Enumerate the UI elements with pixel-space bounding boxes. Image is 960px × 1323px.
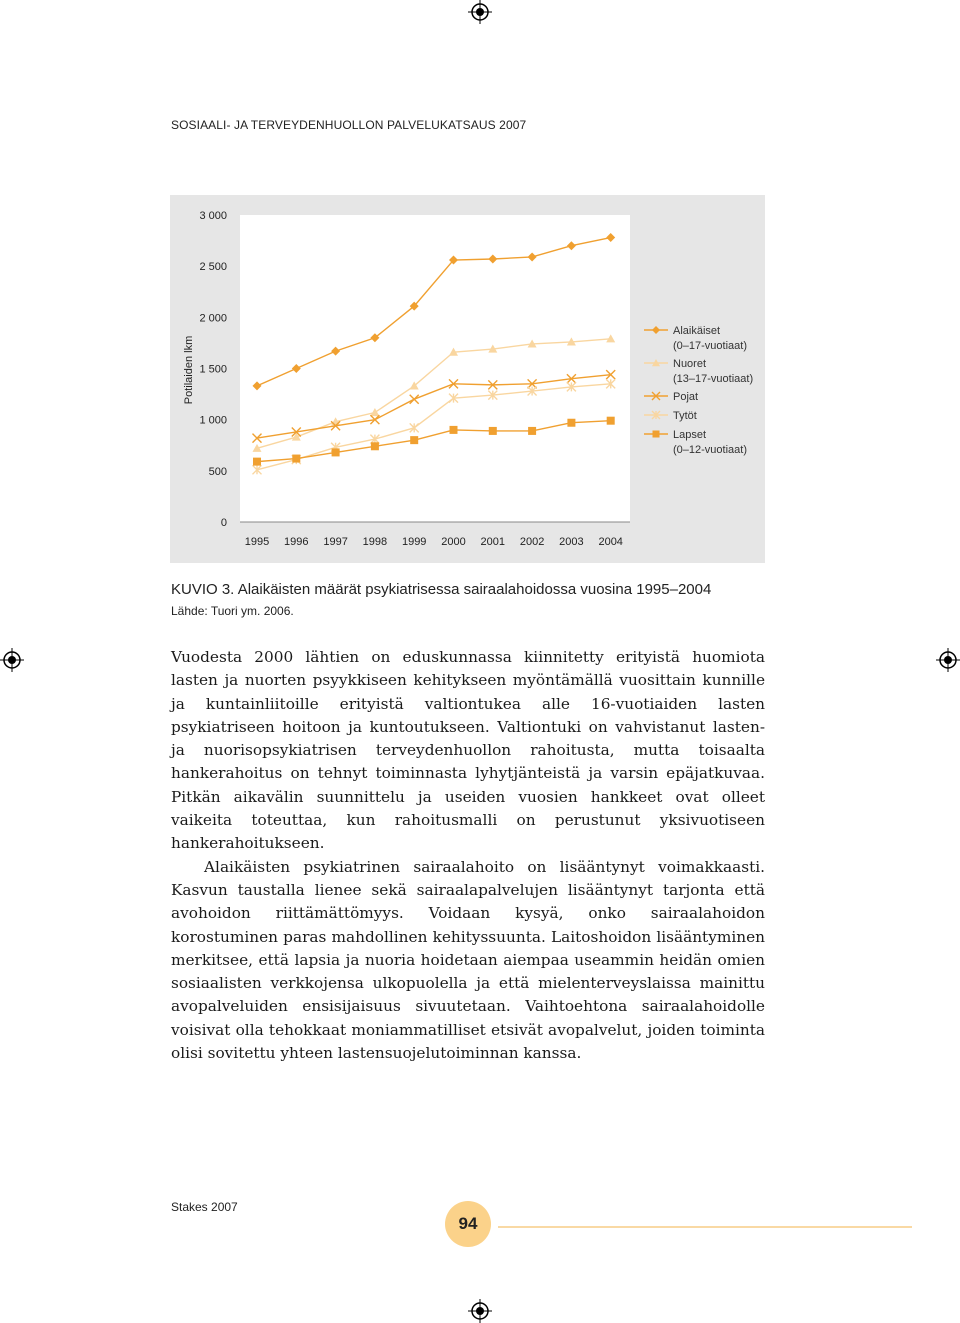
legend-label: Alaikäiset — [673, 325, 721, 337]
paragraph: Alaikäisten psykiatrinen sairaalahoito on lisääntynyt voimakkaasti. Kasvun taustalla lienee sekä sairaalapalvelujen lisääntynyt tarjonta että avohoidon riittämättömyys. Voidaan kysyä, onko sairaalahoidon korostuminen paras mahdollinen kehityssuunta. Laitoshoidon lisääntyminen merkitsee, että lapsia ja nuoria hoidetaan aiempaa useammin heidän omien sosiaalisten verkkojensa ulkopuolella ja että mielenterveyslaissa mainittu avopalveluiden ensisijaisuus sivuutetaan. Vaihtoehtona sairaalahoidolle voisivat olla tehokkaat moniammatilliset etsivät avopalvelut, joiden toiminta olisi sovitettu yhteen lastensuojelutoiminnan kanssa. — [171, 857, 765, 1063]
x-tick-label: 1996 — [284, 536, 309, 548]
data-point — [607, 417, 615, 425]
x-tick-label: 2001 — [480, 536, 506, 548]
data-point — [332, 448, 340, 456]
figure-source: Lähde: Tuori ym. 2006. — [171, 604, 294, 618]
chart-panel — [170, 195, 765, 563]
data-point — [567, 419, 575, 427]
data-point — [489, 427, 497, 435]
page-number: 94 — [445, 1201, 491, 1247]
x-tick-label: 1995 — [244, 536, 270, 548]
x-tick-label: 2004 — [598, 536, 623, 548]
figure-caption: KUVIO 3. Alaikäisten määrät psykiatrisessa sairaalahoidossa vuosina 1995–2004 — [171, 581, 712, 598]
x-tick-label: 2000 — [441, 536, 466, 548]
legend-label: Nuoret — [673, 358, 707, 370]
data-point — [528, 427, 536, 435]
footer-rule — [498, 1226, 912, 1228]
paragraph: Vuodesta 2000 lähtien on eduskunnassa kiinnitetty erityistä huomiota lasten ja nuorten psyykkiseen kehitykseen myöntämällä vuosittain kunnille ja kuntainliitoille erityistä valtiontukea alle 16-vuotiaiden lasten psykiatriseen hoitoon ja kuntoutukseen. Valtiontuki on vahvistanut lasten- ja nuorisopsykiatrisen terveydenhuollon rahoitusta, mutta toisaalta hankerahoitus on tehnyt toiminnasta lyhytjänteistä ja varsin epäjatkuvaa. Pitkän aikavälin suunnittelu ja useiden vuosien hankkeet ovat olleet vaikeita toteuttaa, kun rahoitusmalli on perustunut yksivuotiseen hankerahoitukseen. — [171, 648, 765, 853]
legend-sublabel: (0–12-vuotiaat) — [673, 444, 747, 456]
body-text — [171, 646, 765, 1065]
registration-mark-icon — [468, 1299, 492, 1323]
legend-label: Pojat — [673, 391, 699, 403]
running-header: SOSIAALI- JA TERVEYDENHUOLLON PALVELUKATSAUS 2007 — [171, 118, 527, 132]
registration-mark-icon — [468, 0, 492, 24]
x-tick-label: 2002 — [519, 536, 545, 548]
footer-publisher: Stakes 2007 — [171, 1200, 238, 1214]
y-tick-label: 2 500 — [199, 261, 227, 274]
data-point — [292, 455, 300, 463]
legend-sublabel: (13–17-vuotiaat) — [673, 373, 754, 385]
data-point — [253, 458, 261, 466]
registration-mark-icon — [936, 648, 960, 672]
legend-label: Lapset — [673, 429, 707, 441]
y-tick-label: 2 000 — [199, 312, 227, 325]
x-tick-label: 2003 — [559, 536, 584, 548]
line-chart — [170, 195, 765, 563]
data-point — [652, 326, 660, 334]
legend-sublabel: (0–17-vuotiaat) — [673, 340, 747, 352]
data-point — [653, 431, 660, 438]
registration-mark-icon — [0, 648, 24, 672]
y-axis-label: Potilaiden lkm — [183, 335, 195, 405]
y-tick-label: 500 — [208, 465, 227, 478]
data-point — [450, 426, 458, 434]
x-tick-label: 1997 — [323, 536, 348, 548]
y-tick-label: 1 500 — [199, 363, 227, 376]
y-tick-label: 3 000 — [199, 210, 227, 222]
y-tick-label: 1 000 — [199, 414, 227, 427]
x-tick-label: 1999 — [401, 536, 427, 548]
legend-label: Tytöt — [673, 410, 697, 422]
data-point — [371, 442, 379, 450]
x-tick-label: 1998 — [362, 536, 388, 548]
y-tick-label: 0 — [220, 517, 227, 529]
data-point — [410, 436, 418, 444]
